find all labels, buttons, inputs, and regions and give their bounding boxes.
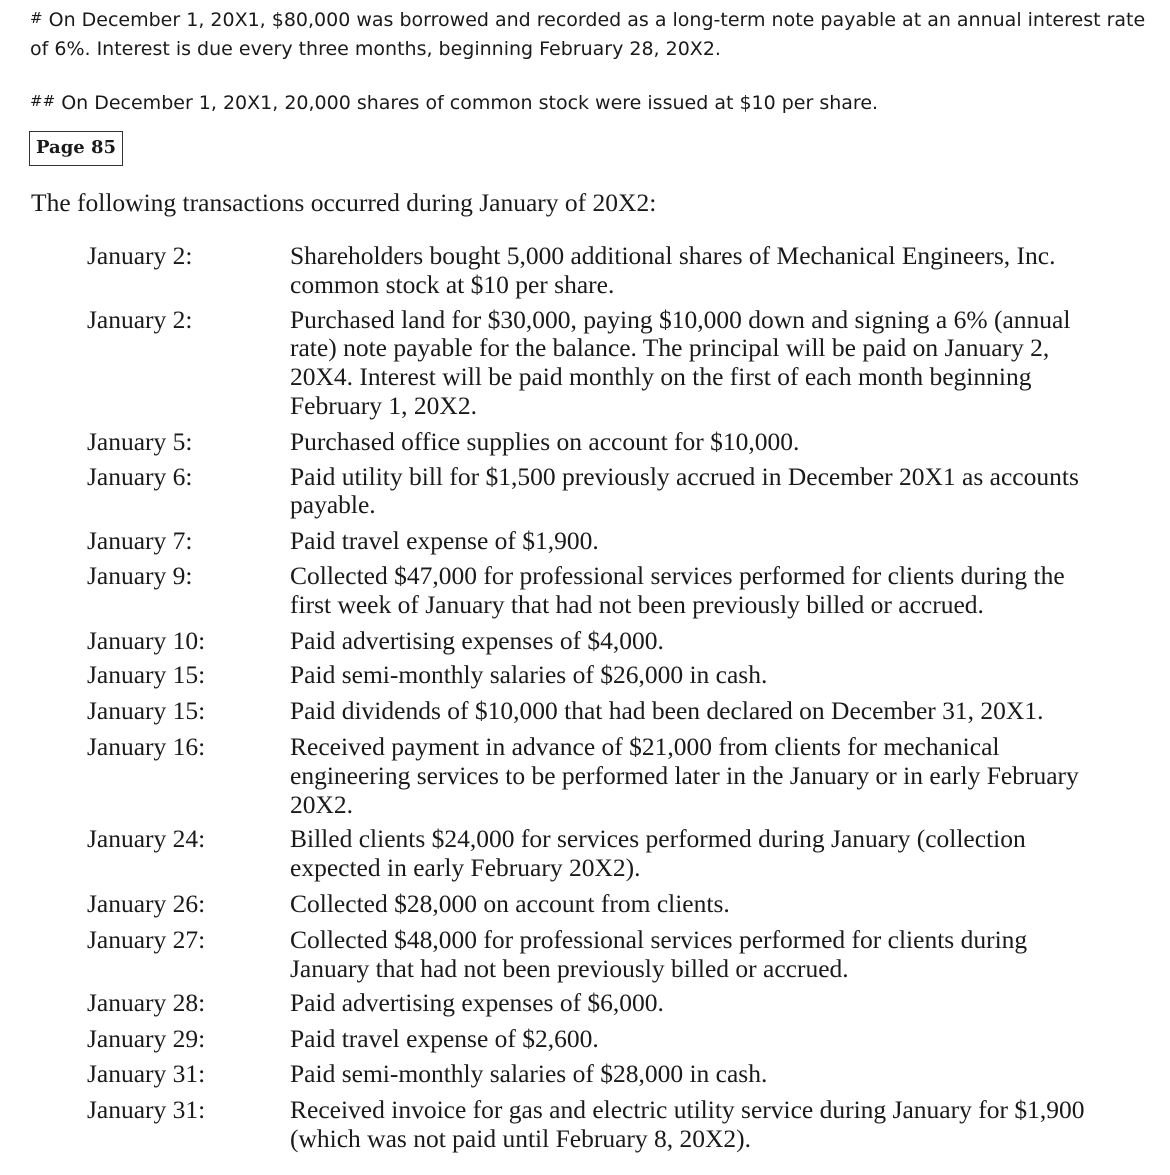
- transaction-description: Received invoice for gas and electric utility service during January for $1,900 (which was not paid until February 8, 20X2).: [290, 1094, 1085, 1153]
- transaction-date: January 28:: [87, 988, 206, 1018]
- transaction-date: January 26:: [87, 888, 206, 918]
- transaction-row: [87, 463, 1162, 521]
- transaction-date: January 31:: [87, 1058, 206, 1088]
- transaction-date: January 2:: [87, 241, 193, 270]
- intro-text: The following transactions occurred during January of 20X2:: [31, 188, 657, 217]
- transaction-date: January 15:: [87, 660, 206, 690]
- transaction-date: January 5:: [87, 426, 193, 456]
- transaction-row: [87, 1096, 1162, 1154]
- transaction-date: January 24:: [87, 824, 206, 854]
- transaction-description: Collected $47,000 for professional services performed for clients during the first week of January that had not been previously billed or accrued.: [290, 560, 1065, 619]
- transaction-date: January 10:: [87, 625, 206, 655]
- footnotes-section: [0, 0, 1170, 118]
- transaction-row: [87, 825, 1162, 883]
- footnote: [30, 87, 1150, 118]
- transaction-description: Shareholders bought 5,000 additional shares of Mechanical Engineers, Inc. common stock at $10 per share.: [290, 241, 1056, 299]
- transaction-row: [87, 697, 1162, 726]
- transaction-row: [87, 1060, 1162, 1089]
- footnote-text: On December 1, 20X1, 20,000 shares of common stock were issued at $10 per share.: [61, 92, 879, 114]
- transaction-description: Paid dividends of $10,000 that had been declared on December 31, 20X1.: [290, 696, 1044, 726]
- transaction-list: [87, 242, 1162, 1159]
- transaction-row: [87, 306, 1162, 421]
- transaction-date: January 27:: [87, 924, 206, 954]
- transaction-date: January 9:: [87, 560, 193, 590]
- transaction-date: January 2:: [87, 304, 193, 334]
- transaction-date: January 29:: [87, 1024, 206, 1054]
- footnote-marker: ##: [30, 92, 56, 110]
- transaction-date: January 31:: [87, 1094, 206, 1124]
- transaction-description: Paid utility bill for $1,500 previously accrued in December 20X1 as accounts payable.: [290, 461, 1079, 520]
- transaction-row: [87, 527, 1162, 556]
- transaction-description: Paid travel expense of $1,900.: [290, 526, 599, 556]
- transaction-description: Received payment in advance of $21,000 from clients for mechanical engineering services to be performed later in the January or in early February 20X2.: [290, 731, 1079, 819]
- page-number-label: Page 85: [29, 131, 123, 166]
- transaction-row: [87, 989, 1162, 1018]
- footnote-text: On December 1, 20X1, $80,000 was borrowed and recorded as a long-term note payable at an annual interest rate of 6%. Interest is due every three months, beginning February 28, 20X2.: [30, 9, 1146, 60]
- transaction-row: [87, 562, 1162, 620]
- transaction-description: Purchased land for $30,000, paying $10,000 down and signing a 6% (annual rate) note payable for the balance. The principal will be paid on January 2, 20X4. Interest will be paid monthly on the first of each month beginning February 1, 20X2.: [290, 304, 1071, 420]
- transaction-row: [87, 242, 1162, 300]
- transaction-row: [87, 627, 1162, 656]
- transaction-date: January 16:: [87, 731, 206, 761]
- transaction-description: Paid semi-monthly salaries of $28,000 in cash.: [290, 1058, 768, 1088]
- transaction-date: January 7:: [87, 526, 193, 556]
- transaction-description: Collected $28,000 on account from clients.: [290, 888, 730, 918]
- transaction-row: [87, 661, 1162, 690]
- transaction-description: Billed clients $24,000 for services performed during January (collection expected in early February 20X2).: [290, 824, 1026, 883]
- transaction-row: [87, 1025, 1162, 1054]
- transaction-description: Purchased office supplies on account for $10,000.: [290, 426, 800, 456]
- transaction-description: Paid advertising expenses of $4,000.: [290, 625, 664, 655]
- transaction-description: Paid travel expense of $2,600.: [290, 1024, 599, 1054]
- transaction-row: [87, 428, 1162, 457]
- footnote-marker: #: [30, 9, 43, 27]
- transaction-date: January 6:: [87, 461, 193, 491]
- transaction-date: January 15:: [87, 696, 206, 726]
- footnote: [30, 4, 1150, 64]
- transaction-row: [87, 733, 1162, 819]
- transaction-description: Paid semi-monthly salaries of $26,000 in cash.: [290, 660, 768, 690]
- transaction-row: [87, 890, 1162, 919]
- transaction-row: [87, 926, 1162, 984]
- transaction-description: Collected $48,000 for professional services performed for clients during January that had not been previously billed or accrued.: [290, 924, 1028, 983]
- transaction-description: Paid advertising expenses of $6,000.: [290, 988, 664, 1018]
